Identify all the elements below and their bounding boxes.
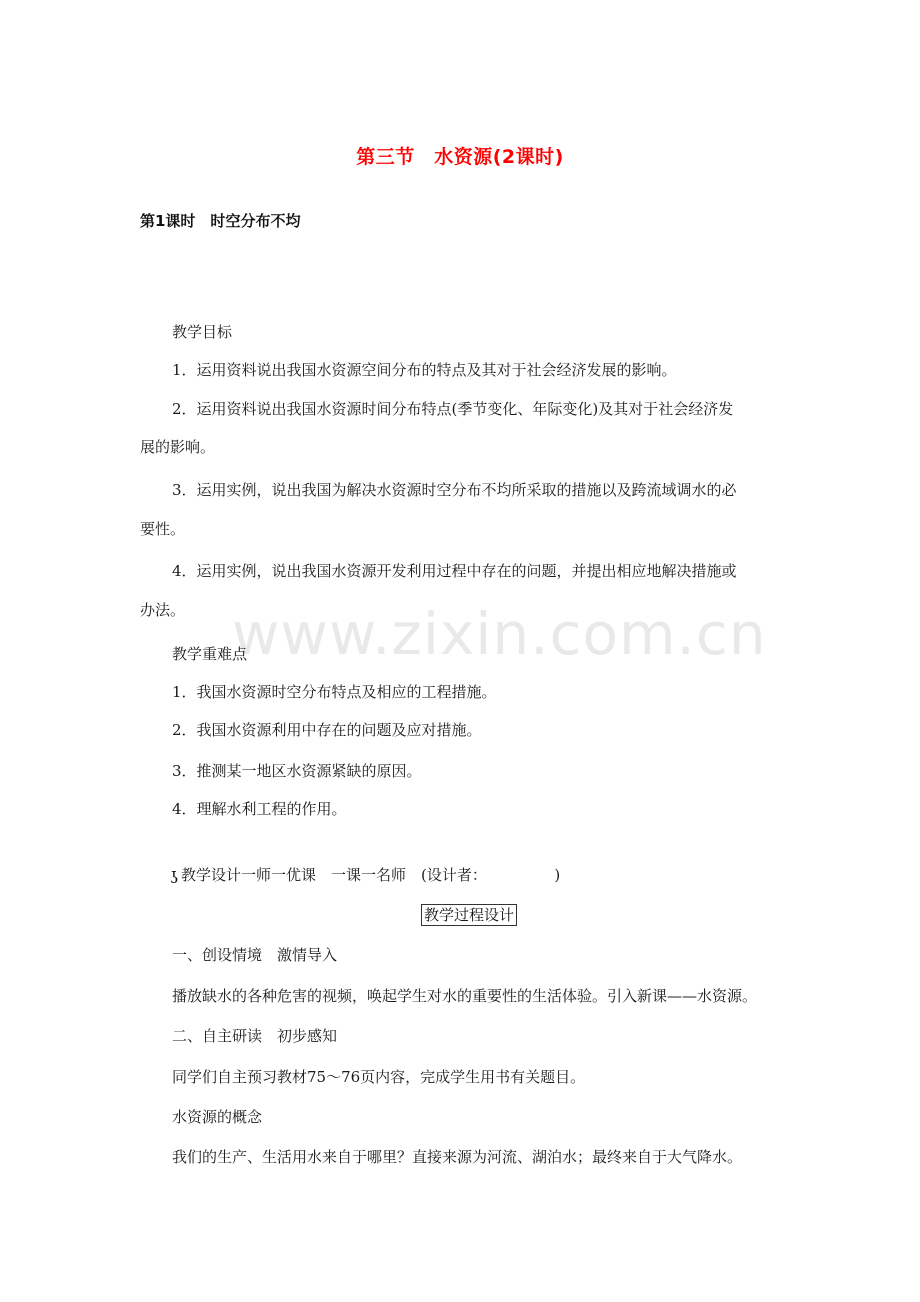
objective-line: 3．运用实例，说出我国为解决水资源时空分布不均所采取的措施以及跨流域调水的必 [172,481,737,499]
objective-line: 4．运用实例，说出我国水资源开发利用过程中存在的问题，并提出相应地解决措施或 [172,562,737,580]
concept-text: 我们的生产、生活用水来自于哪里？直接来源为河流、湖泊水；最终来自于大气降水。 [172,1148,743,1166]
process-design-title-wrap [0,904,920,926]
objective-line: 要性。 [140,520,186,538]
lesson-subtitle: 第1课时 时空分布不均 [140,212,301,230]
concept-heading: 水资源的概念 [172,1108,263,1126]
objective-line: 1．运用资料说出我国水资源空间分布的特点及其对于社会经济发展的影响。 [172,361,677,379]
key-point-item: 2．我国水资源利用中存在的问题及应对措施。 [172,721,482,739]
page-title: 第三节 水资源(2课时) [356,146,564,168]
key-point-item: 3．推测某一地区水资源紧缺的原因。 [172,762,422,780]
key-point-item: 4．理解水利工程的作用。 [172,800,347,818]
design-credit-line: 教学设计一师一优课 一课一名师 (设计者： ) [181,866,561,884]
objectives-heading: 教学目标 [172,323,233,341]
key-point-item: 1．我国水资源时空分布特点及相应的工程措施。 [172,683,497,701]
key-points-heading: 教学重难点 [172,645,248,663]
section-heading: 一、创设情境 激情导入 [172,946,338,964]
section-text: 播放缺水的各种危害的视频，唤起学生对水的重要性的生活体验。引入新课——水资源。 [172,987,758,1005]
objective-line: 办法。 [140,601,186,619]
watermark: www.zixin.com.cn [232,600,767,668]
section-heading: 二、自主研读 初步感知 [172,1027,338,1045]
objective-line: 展的影响。 [140,438,216,456]
process-design-title: 教学过程设计 [421,904,517,926]
objective-line: 2．运用资料说出我国水资源时间分布特点(季节变化、年际变化)及其对于社会经济发 [172,400,734,418]
stray-mark: ʖ [170,868,179,887]
section-text: 同学们自主预习教材75～76页内容，完成学生用书有关题目。 [172,1068,586,1086]
